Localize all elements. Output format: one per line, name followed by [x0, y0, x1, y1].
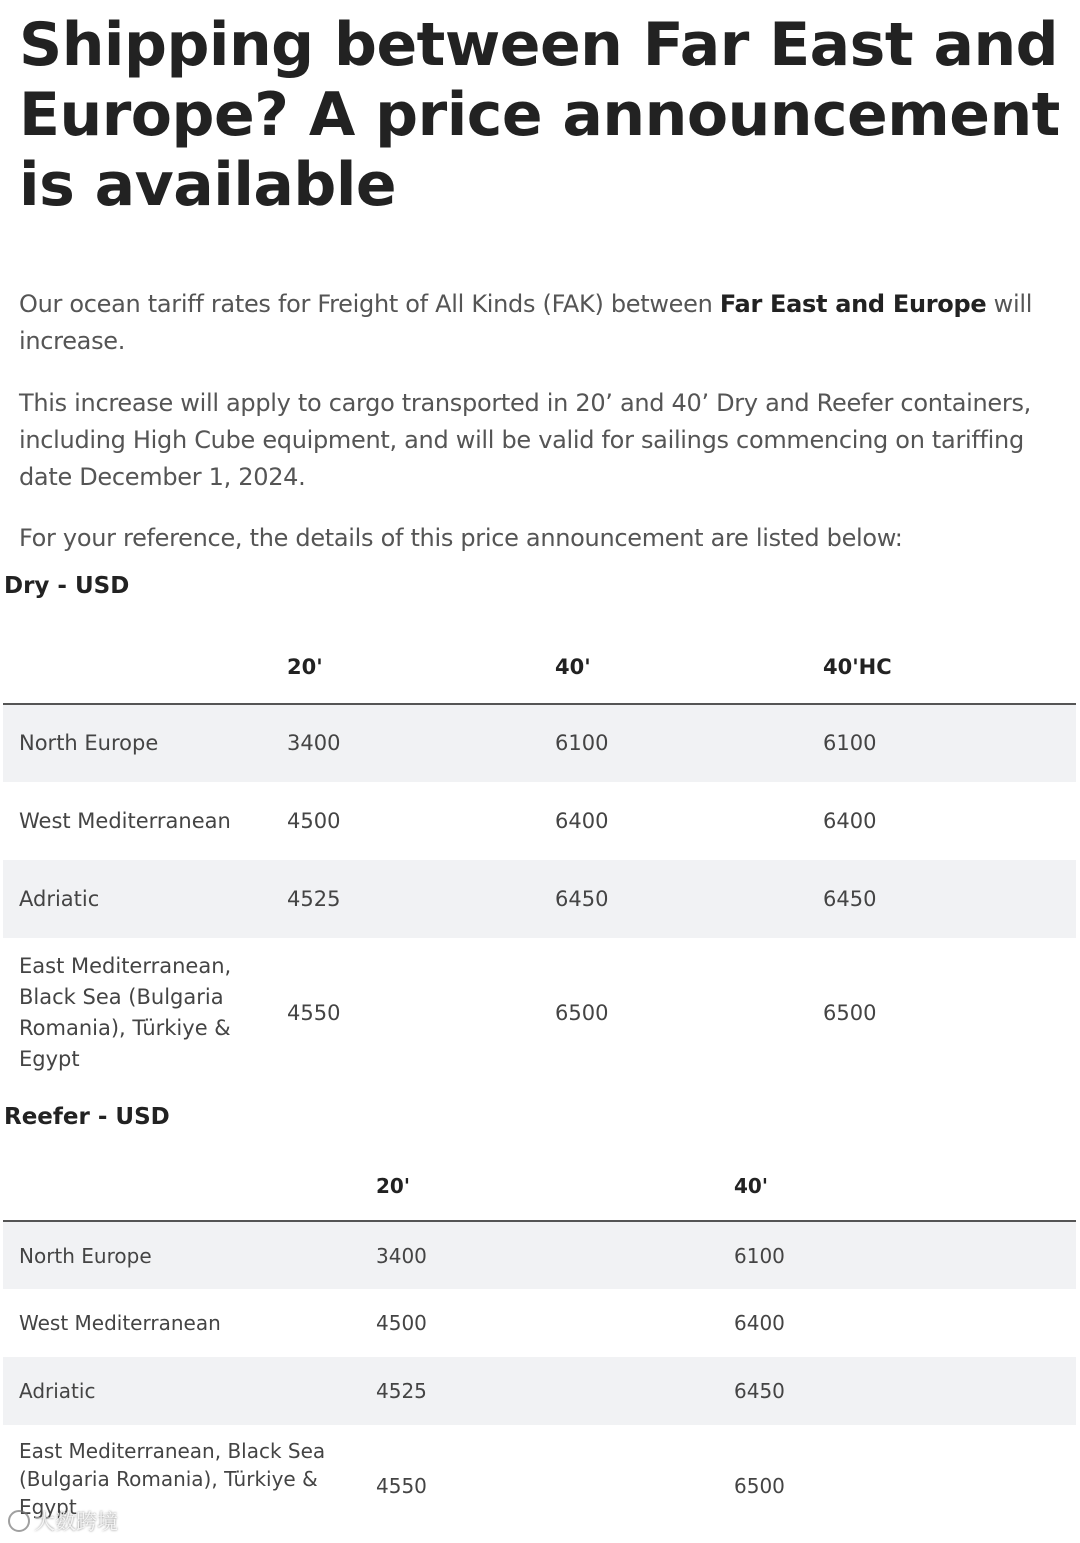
region-cell: North Europe	[3, 704, 271, 782]
rate-cell: 4500	[287, 808, 341, 833]
table-row	[3, 1425, 1076, 1543]
watermark-text: 大数跨境	[34, 1510, 118, 1534]
intro-text-start: Our ocean tariff rates for Freight of All Kinds (FAK) between	[19, 290, 720, 318]
table-row	[3, 1357, 1076, 1425]
rate-cell: 6500	[734, 1474, 785, 1498]
rate-cell: 6500	[555, 1000, 609, 1025]
dry-rates-table	[3, 630, 1076, 1088]
region-cell: West Mediterranean	[19, 1311, 221, 1335]
table-header-row	[3, 1152, 1076, 1221]
region-cell: West Mediterranean	[19, 808, 231, 833]
region-cell: East Mediterranean, Black Sea (Bulgaria Romania), Türkiye & Egypt	[19, 954, 232, 1071]
table-row	[3, 938, 1076, 1088]
watermark	[8, 1506, 118, 1536]
column-header: 40'	[539, 630, 807, 704]
column-header	[3, 630, 271, 704]
dry-section-label: Dry - USD	[4, 573, 130, 599]
region-cell: Adriatic	[3, 860, 271, 938]
table-row	[3, 704, 1076, 782]
rate-cell: 6100	[807, 704, 1076, 782]
rate-cell: 6100	[539, 704, 807, 782]
column-header: 20'	[271, 630, 539, 704]
reefer-rates-table	[3, 1152, 1076, 1543]
table-row	[3, 782, 1076, 860]
page-title: Shipping between Far East and Europe? A price announcement is available	[19, 10, 1060, 220]
rate-cell: 4500	[376, 1311, 427, 1335]
rate-cell: 6450	[539, 860, 807, 938]
column-header	[3, 1152, 360, 1221]
rate-cell: 6450	[718, 1357, 1076, 1425]
watermark-logo-icon	[8, 1510, 30, 1532]
intro-text-end: will increase.	[19, 290, 1033, 355]
rate-cell: 6400	[734, 1311, 785, 1335]
column-header: 20'	[360, 1152, 718, 1221]
column-header: 40'	[718, 1152, 1076, 1221]
region-cell: North Europe	[3, 1221, 360, 1289]
table-row	[3, 1289, 1076, 1357]
rate-cell: 3400	[360, 1221, 718, 1289]
table-header-row	[3, 630, 1076, 704]
rate-cell: 6400	[555, 808, 609, 833]
reefer-section-label: Reefer - USD	[4, 1104, 170, 1130]
rate-cell: 6500	[823, 1000, 877, 1025]
intro-paragraph	[19, 286, 1069, 360]
reference-paragraph: For your reference, the details of this price announcement are listed below:	[19, 524, 903, 552]
rate-cell: 6100	[718, 1221, 1076, 1289]
rate-cell: 4550	[376, 1474, 427, 1498]
region-cell: Adriatic	[3, 1357, 360, 1425]
rate-cell: 4525	[271, 860, 539, 938]
rate-cell: 4525	[360, 1357, 718, 1425]
intro-route-emphasis: Far East and Europe	[719, 290, 987, 318]
scope-paragraph: This increase will apply to cargo transported in 20’ and 40’ Dry and Reefer containers, including High Cube equipment, and will be valid for sailings commencing on tariffing date December 1, 2024.	[19, 389, 1031, 491]
rate-cell: 4550	[287, 1000, 341, 1025]
rate-cell: 6400	[823, 808, 877, 833]
column-header: 40'HC	[807, 630, 1076, 704]
table-row	[3, 860, 1076, 938]
rate-cell: 3400	[271, 704, 539, 782]
rate-cell: 6450	[807, 860, 1076, 938]
table-row	[3, 1221, 1076, 1289]
region-cell: East Mediterranean, Black Sea (Bulgaria Romania), Türkiye & Egypt	[19, 1439, 326, 1519]
